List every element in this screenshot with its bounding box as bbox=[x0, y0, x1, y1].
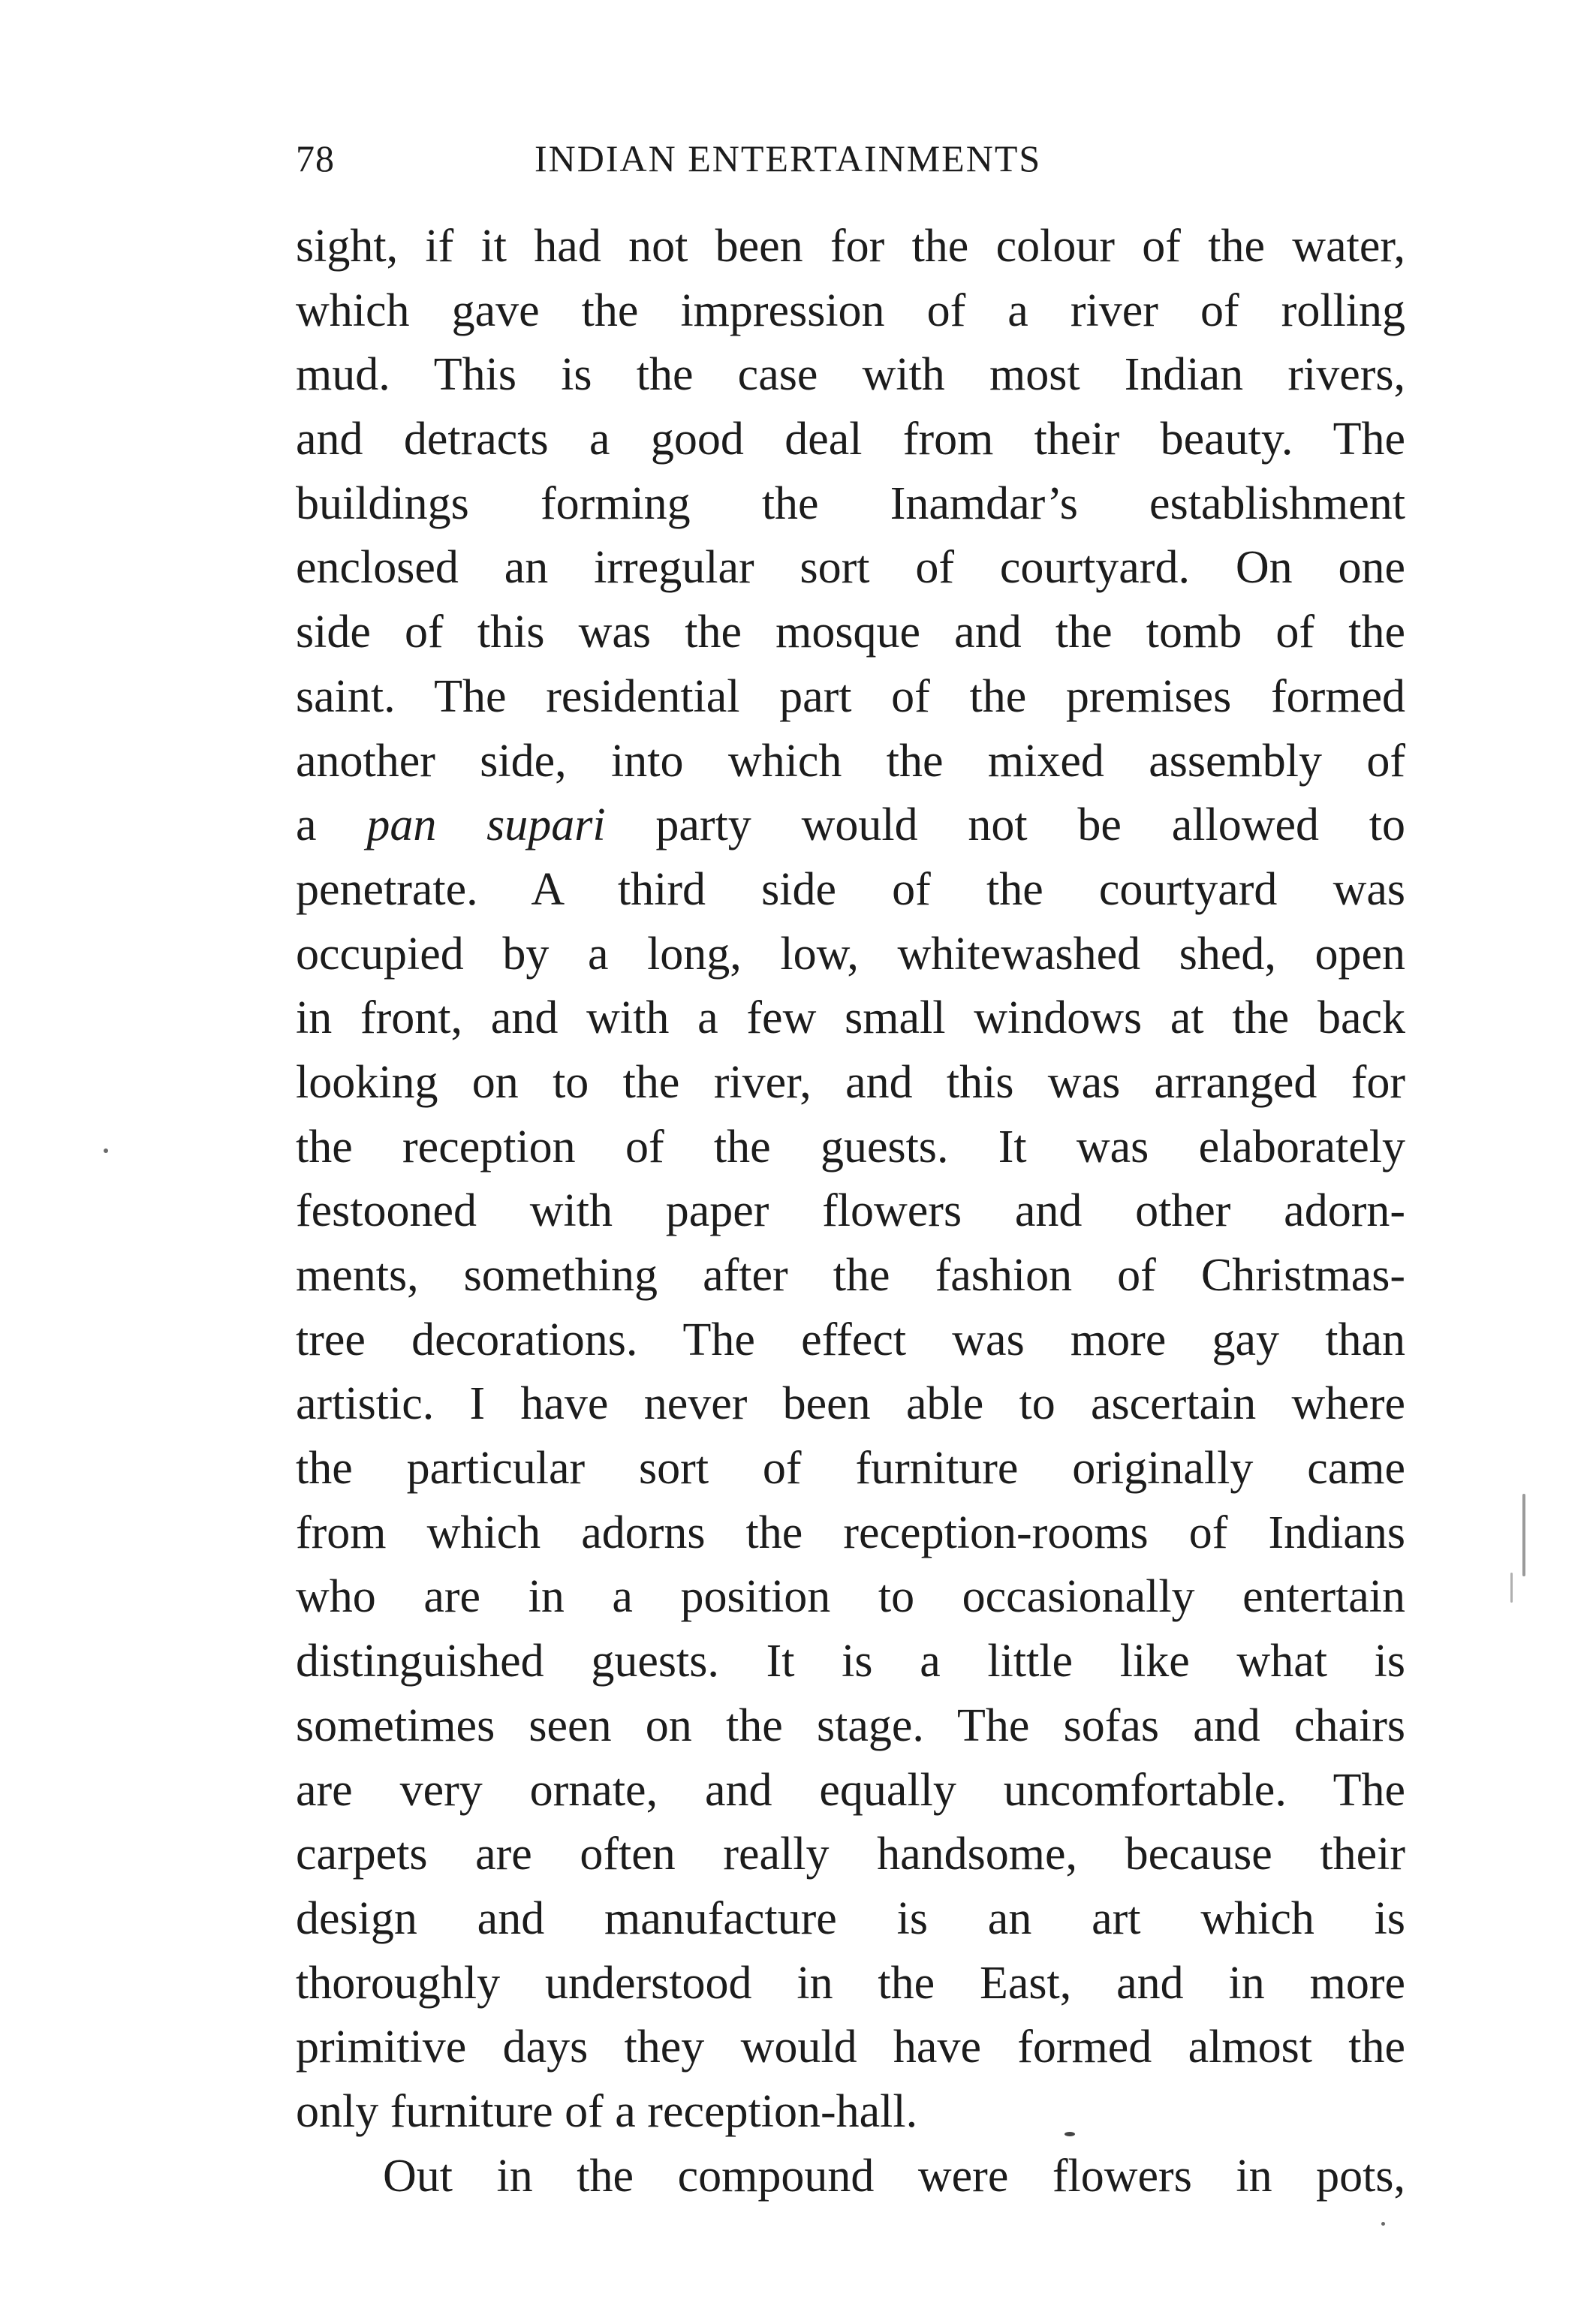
running-title: INDIAN ENTERTAINMENTS bbox=[535, 137, 1042, 179]
text-line: occupied by a long, low, whitewashed shed, open bbox=[296, 928, 1405, 980]
text-line: thoroughly understood in the East, and in more bbox=[296, 1957, 1405, 2009]
text-line: are very ornate, and equally uncomfortable. The bbox=[296, 1764, 1405, 1816]
text-line: and detracts a good deal from their beauty. The bbox=[296, 414, 1405, 465]
paragraph-end-line: only furniture of a reception-hall. bbox=[296, 2085, 918, 2137]
text-line-with-italic bbox=[296, 793, 1405, 858]
text-line: from which adorns the reception-rooms of Indians bbox=[296, 1507, 1405, 1558]
text-line: another side, into which the mixed assembly of bbox=[296, 735, 1405, 787]
text-line: sight, if it had not been for the colour of the water, bbox=[296, 221, 1405, 272]
italic-phrase: pan supari bbox=[366, 799, 606, 851]
print-speck bbox=[1381, 2222, 1385, 2226]
text-line: side of this was the mosque and the tomb of the bbox=[296, 607, 1405, 658]
text-line: design and manufacture is an art which is bbox=[296, 1892, 1405, 1944]
text-line: who are in a position to occasionally entertain bbox=[296, 1571, 1405, 1623]
print-speck bbox=[104, 1148, 108, 1153]
text-line: ments, something after the fashion of Christmas- bbox=[296, 1250, 1405, 1301]
body-text bbox=[296, 215, 1405, 2208]
text-line: which gave the impression of a river of rolling bbox=[296, 284, 1405, 336]
text-line: artistic. I have never been able to ascertain where bbox=[296, 1378, 1405, 1430]
text-line: primitive days they would have formed almost the bbox=[296, 2021, 1405, 2073]
print-speck bbox=[1510, 1573, 1513, 1603]
print-speck bbox=[1522, 1494, 1525, 1576]
text-line: buildings forming the Inamdar’s establishment bbox=[296, 477, 1405, 529]
text-line: tree decorations. The effect was more gay than bbox=[296, 1314, 1405, 1365]
text-line: in front, and with a few small windows at the back bbox=[296, 992, 1405, 1044]
text-line: festooned with paper flowers and other adorn- bbox=[296, 1185, 1405, 1237]
text-line: looking on to the river, and this was arranged for bbox=[296, 1056, 1405, 1108]
text-line: mud. This is the case with most Indian rivers, bbox=[296, 349, 1405, 401]
text-line: enclosed an irregular sort of courtyard. On one bbox=[296, 542, 1405, 594]
line-post-text: party would not be allowed to bbox=[605, 799, 1405, 851]
line-pre-text: a bbox=[296, 799, 367, 851]
print-speck bbox=[1065, 2132, 1075, 2136]
text-line: sometimes seen on the stage. The sofas and chairs bbox=[296, 1699, 1405, 1751]
text-line: saint. The residential part of the premises formed bbox=[296, 670, 1405, 722]
text-line: the reception of the guests. It was elaborately bbox=[296, 1121, 1405, 1173]
text-line: carpets are often really handsome, because their bbox=[296, 1829, 1405, 1880]
page-number: 78 bbox=[296, 137, 335, 179]
text-line: penetrate. A third side of the courtyard was bbox=[296, 863, 1405, 915]
running-head bbox=[296, 137, 1407, 189]
text-line: distinguished guests. It is a little like what is bbox=[296, 1636, 1405, 1687]
paragraph-start-line: Out in the compound were flowers in pots, bbox=[383, 2150, 1405, 2202]
text-line: the particular sort of furniture originally came bbox=[296, 1443, 1405, 1495]
